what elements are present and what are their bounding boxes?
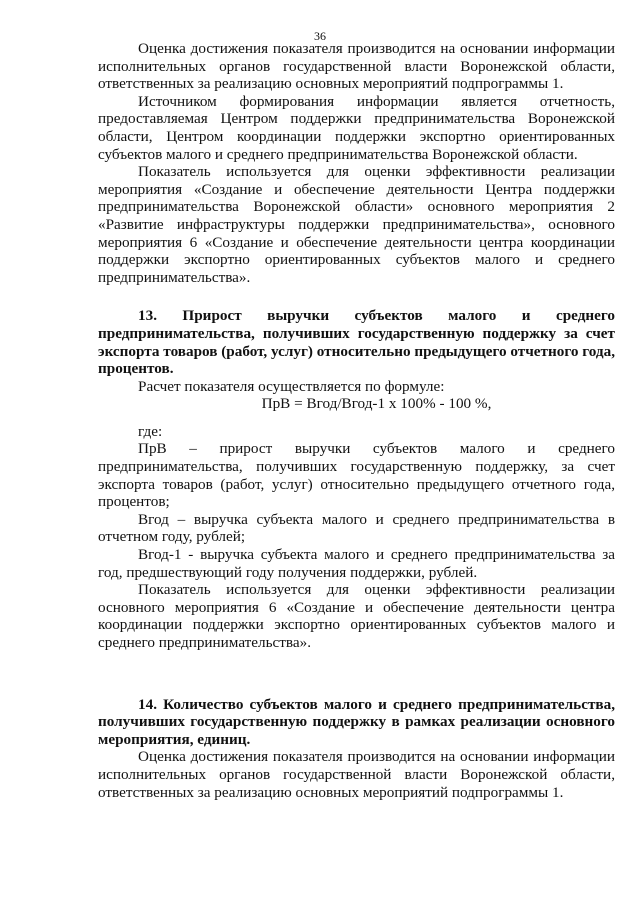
definition-vgod-1: Вгод-1 - выручка субъекта малого и среднего предпринимательства за год, предшествующий году получения поддержки, рублей. [98,546,615,581]
document-body [98,40,615,801]
paragraph-source-of-assessment-2: Оценка достижения показателя производится на основании информации исполнительных органов государственной власти Воронежской области, ответственных за реализацию основных мероприятий подпрограммы 1. [98,748,615,801]
where-label: где: [138,422,163,440]
definition-vgod: Вгод – выручка субъекта малого и среднего предпринимательства в отчетном году, рублей; [98,510,615,546]
paragraph-indicator-usage-6: Показатель используется для оценки эффективности реализации основного мероприятия 6 «Создание и обеспечение деятельности центра координации поддержки экспортно ориентированных субъектов малого и среднего предпринимательства». [98,581,615,651]
definition-prv: ПрВ – прирост выручки субъектов малого и среднего предпринимательства, получивших государственную поддержку, за счет экспорта товаров (работ, услуг) относительно предыдущего отчетного года, процентов; [98,440,615,511]
paragraph-data-source: Источником формирования информации является отчетность, предоставляемая Центром поддержки предпринимательства Воронежской области, Центром координации поддержки экспортно ориентированных субъектов малого и среднего предпринимательства Воронежской области. [98,92,615,163]
page-number: 36 [314,29,326,43]
formula: ПрВ = Вгод/Вгод-1 х 100% - 100 %, [261,395,492,413]
paragraph-calculation-intro: Расчет показателя осуществляется по формуле: [138,377,445,395]
section-heading-13: 13. Прирост выручки субъектов малого и среднего предпринимательства, получивших государственную поддержку за счет экспорта товаров (работ, услуг) относительно предыдущего отчетного года, процентов. [98,307,615,378]
paragraph-source-of-assessment: Оценка достижения показателя производится на основании информации исполнительных органов государственной власти Воронежской области, ответственных за реализацию основных мероприятий подпрограммы 1. [98,40,615,93]
paragraph-indicator-usage: Показатель используется для оценки эффективности реализации мероприятия «Создание и обеспечение деятельности Центра поддержки предпринимательства Воронежской области» основного мероприятия 2 «Развитие инфраструктуры поддержки предпринимательства», основного мероприятия 6 «Создание и обеспечение деятельности центра координации поддержки экспортно ориентированных субъектов малого и среднего предпринимательства». [98,163,615,286]
section-heading-14: 14. Количество субъектов малого и среднего предпринимательства, получивших государственную поддержку в рамках реализации основного мероприятия, единиц. [98,695,615,748]
